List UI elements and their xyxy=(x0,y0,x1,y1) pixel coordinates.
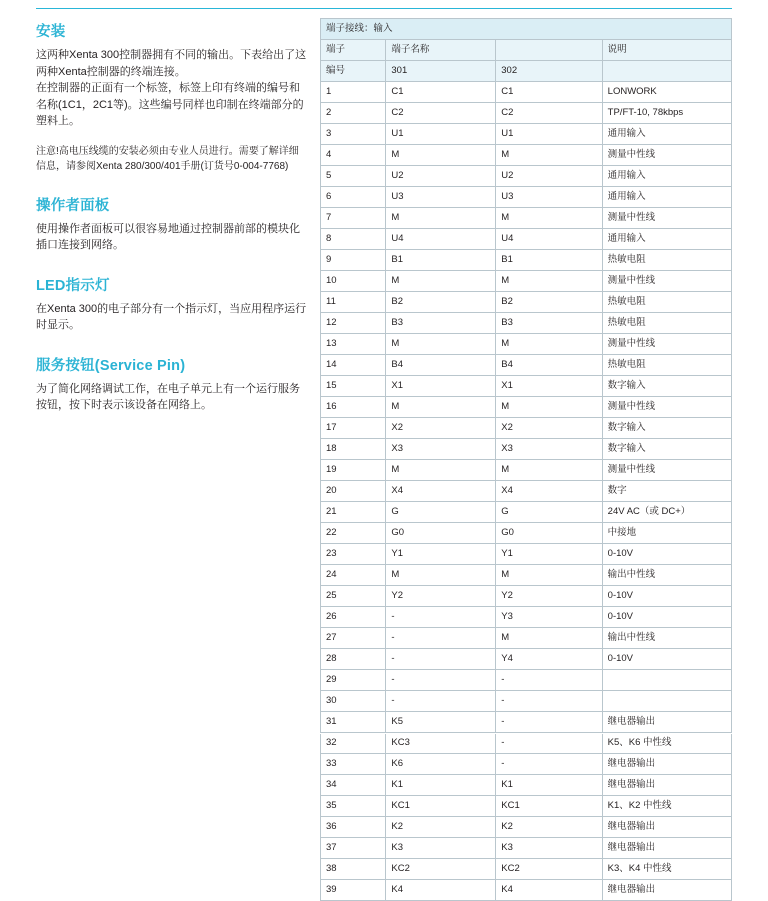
cell-name-301: Y1 xyxy=(386,544,496,565)
cell-name-302: M xyxy=(496,145,602,166)
cell-terminal-number: 32 xyxy=(321,733,386,754)
cell-description: 通用输入 xyxy=(602,187,731,208)
table-row xyxy=(321,691,732,712)
cell-name-301: U1 xyxy=(386,124,496,145)
cell-name-302: - xyxy=(496,691,602,712)
cell-description: 测量中性线 xyxy=(602,397,731,418)
cell-name-302: U1 xyxy=(496,124,602,145)
table-row xyxy=(321,586,732,607)
cell-name-302: X3 xyxy=(496,439,602,460)
cell-name-302: C2 xyxy=(496,103,602,124)
cell-name-301: K1 xyxy=(386,775,496,796)
cell-name-301: B3 xyxy=(386,313,496,334)
table-row xyxy=(321,775,732,796)
cell-name-302: M xyxy=(496,628,602,649)
cell-description: 中接地 xyxy=(602,523,731,544)
cell-description: LONWORK xyxy=(602,82,731,103)
table-row xyxy=(321,859,732,880)
cell-name-301: U2 xyxy=(386,166,496,187)
table-band-row xyxy=(321,19,732,40)
cell-terminal-number: 31 xyxy=(321,712,386,733)
cell-description: K5、K6 中性线 xyxy=(602,733,731,754)
cell-name-302: Y1 xyxy=(496,544,602,565)
table-row xyxy=(321,208,732,229)
table-header-row xyxy=(321,40,732,61)
table-band-title: 端子接线：输入 xyxy=(321,19,732,40)
table-row xyxy=(321,544,732,565)
table-row xyxy=(321,481,732,502)
cell-terminal-number: 15 xyxy=(321,376,386,397)
cell-description: 数字输入 xyxy=(602,376,731,397)
cell-description: K3、K4 中性线 xyxy=(602,859,731,880)
cell-name-302: - xyxy=(496,754,602,775)
cell-name-301: M xyxy=(386,397,496,418)
cell-terminal-number: 37 xyxy=(321,838,386,859)
cell-name-302: Y4 xyxy=(496,649,602,670)
table-row xyxy=(321,418,732,439)
cell-description: 热敏电阻 xyxy=(602,313,731,334)
cell-terminal-number: 29 xyxy=(321,670,386,691)
cell-name-302: KC1 xyxy=(496,796,602,817)
cell-name-301: X1 xyxy=(386,376,496,397)
table-row xyxy=(321,271,732,292)
cell-description: 通用输入 xyxy=(602,124,731,145)
cell-terminal-number: 11 xyxy=(321,292,386,313)
cell-name-302: - xyxy=(496,712,602,733)
cell-description xyxy=(602,691,731,712)
cell-name-302: U2 xyxy=(496,166,602,187)
cell-name-301: M xyxy=(386,565,496,586)
header-description: 说明 xyxy=(602,40,731,61)
table-row xyxy=(321,628,732,649)
subheader-number: 编号 xyxy=(321,61,386,82)
cell-terminal-number: 22 xyxy=(321,523,386,544)
cell-terminal-number: 30 xyxy=(321,691,386,712)
cell-description: TP/FT-10, 78kbps xyxy=(602,103,731,124)
cell-description: 0-10V xyxy=(602,607,731,628)
cell-description: 测量中性线 xyxy=(602,145,731,166)
table-subheader-row xyxy=(321,61,732,82)
cell-description: 继电器输出 xyxy=(602,838,731,859)
cell-description: 输出中性线 xyxy=(602,628,731,649)
cell-description: 继电器输出 xyxy=(602,880,731,901)
cell-description: 继电器输出 xyxy=(602,775,731,796)
cell-name-301: K3 xyxy=(386,838,496,859)
cell-terminal-number: 3 xyxy=(321,124,386,145)
cell-description: 数字 xyxy=(602,481,731,502)
terminal-table xyxy=(320,18,732,901)
table-row xyxy=(321,355,732,376)
cell-terminal-number: 36 xyxy=(321,817,386,838)
cell-name-301: - xyxy=(386,607,496,628)
installation-paragraph-1: 这两种Xenta 300控制器拥有不同的输出。下表给出了这两种Xenta控制器的终端连接。 xyxy=(36,49,307,78)
cell-terminal-number: 17 xyxy=(321,418,386,439)
cell-description: 0-10V xyxy=(602,544,731,565)
table-row xyxy=(321,187,732,208)
cell-name-302: B4 xyxy=(496,355,602,376)
cell-terminal-number: 14 xyxy=(321,355,386,376)
cell-name-302: M xyxy=(496,271,602,292)
cell-name-301: K6 xyxy=(386,754,496,775)
cell-description: 数字输入 xyxy=(602,418,731,439)
cell-description: 测量中性线 xyxy=(602,334,731,355)
cell-name-301: - xyxy=(386,691,496,712)
cell-terminal-number: 5 xyxy=(321,166,386,187)
cell-name-301: U4 xyxy=(386,229,496,250)
cell-name-302: Y3 xyxy=(496,607,602,628)
subheader-302: 302 xyxy=(496,61,602,82)
header-terminal-name-2 xyxy=(496,40,602,61)
header-terminal-name: 端子名称 xyxy=(386,40,496,61)
cell-name-302: M xyxy=(496,208,602,229)
cell-name-301: - xyxy=(386,649,496,670)
installation-paragraph-2: 在控制器的正面有一个标签，标签上印有终端的编号和名称(1C1，2C1等)。这些编号同样也印制在终端部分的塑料上。 xyxy=(36,82,304,127)
cell-name-302: G0 xyxy=(496,523,602,544)
cell-name-301: Y2 xyxy=(386,586,496,607)
cell-name-301: K2 xyxy=(386,817,496,838)
cell-name-301: B4 xyxy=(386,355,496,376)
cell-name-301: - xyxy=(386,670,496,691)
cell-description: 继电器输出 xyxy=(602,712,731,733)
cell-description: K1、K2 中性线 xyxy=(602,796,731,817)
section-heading-led: LED指示灯 xyxy=(36,277,110,294)
cell-terminal-number: 33 xyxy=(321,754,386,775)
subheader-description xyxy=(602,61,731,82)
cell-description: 通用输入 xyxy=(602,166,731,187)
cell-name-302: Y2 xyxy=(496,586,602,607)
cell-terminal-number: 8 xyxy=(321,229,386,250)
cell-terminal-number: 39 xyxy=(321,880,386,901)
cell-name-302: B1 xyxy=(496,250,602,271)
cell-name-301: M xyxy=(386,334,496,355)
table-row xyxy=(321,523,732,544)
cell-terminal-number: 18 xyxy=(321,439,386,460)
cell-description: 继电器输出 xyxy=(602,754,731,775)
cell-description: 热敏电阻 xyxy=(602,355,731,376)
cell-terminal-number: 34 xyxy=(321,775,386,796)
table-row xyxy=(321,607,732,628)
cell-name-302: - xyxy=(496,670,602,691)
cell-name-301: B2 xyxy=(386,292,496,313)
table-row xyxy=(321,460,732,481)
terminal-table-container xyxy=(320,18,732,901)
table-row xyxy=(321,250,732,271)
table-row xyxy=(321,733,732,754)
cell-name-301: X2 xyxy=(386,418,496,439)
cell-description: 24V AC（或 DC+） xyxy=(602,502,731,523)
led-paragraph: 在Xenta 300的电子部分有一个指示灯，当应用程序运行时显示。 xyxy=(36,302,307,331)
cell-description: 0-10V xyxy=(602,649,731,670)
section-heading-service-pin: 服务按钮(Service Pin) xyxy=(36,357,186,374)
cell-name-302: M xyxy=(496,460,602,481)
cell-name-302: X2 xyxy=(496,418,602,439)
subheader-301: 301 xyxy=(386,61,496,82)
cell-terminal-number: 7 xyxy=(321,208,386,229)
cell-terminal-number: 13 xyxy=(321,334,386,355)
cell-terminal-number: 10 xyxy=(321,271,386,292)
cell-terminal-number: 2 xyxy=(321,103,386,124)
table-row xyxy=(321,670,732,691)
cell-terminal-number: 1 xyxy=(321,82,386,103)
cell-name-302: K2 xyxy=(496,817,602,838)
cell-name-301: KC2 xyxy=(386,859,496,880)
cell-terminal-number: 6 xyxy=(321,187,386,208)
operator-panel-paragraph: 使用操作者面板可以很容易地通过控制器前部的模块化插口连接到网络。 xyxy=(36,222,300,251)
table-row xyxy=(321,166,732,187)
cell-name-302: M xyxy=(496,334,602,355)
cell-terminal-number: 23 xyxy=(321,544,386,565)
cell-name-301: K5 xyxy=(386,712,496,733)
cell-terminal-number: 24 xyxy=(321,565,386,586)
cell-description: 输出中性线 xyxy=(602,565,731,586)
cell-name-302: K4 xyxy=(496,880,602,901)
top-divider xyxy=(36,8,732,9)
section-heading-operator-panel: 操作者面板 xyxy=(36,197,110,214)
cell-terminal-number: 38 xyxy=(321,859,386,880)
cell-name-302: X4 xyxy=(496,481,602,502)
cell-name-302: M xyxy=(496,565,602,586)
cell-name-302: - xyxy=(496,733,602,754)
table-row xyxy=(321,145,732,166)
table-row xyxy=(321,502,732,523)
cell-terminal-number: 21 xyxy=(321,502,386,523)
cell-terminal-number: 28 xyxy=(321,649,386,670)
table-row xyxy=(321,439,732,460)
section-heading-installation: 安装 xyxy=(36,24,66,40)
table-row xyxy=(321,817,732,838)
table-row xyxy=(321,292,732,313)
cell-description: 0-10V xyxy=(602,586,731,607)
cell-name-301: X4 xyxy=(386,481,496,502)
table-row xyxy=(321,838,732,859)
cell-name-301: - xyxy=(386,628,496,649)
table-row xyxy=(321,376,732,397)
cell-terminal-number: 20 xyxy=(321,481,386,502)
cell-name-302: KC2 xyxy=(496,859,602,880)
cell-description: 热敏电阻 xyxy=(602,250,731,271)
cell-name-301: G xyxy=(386,502,496,523)
terminal-table-body xyxy=(321,19,732,901)
service-pin-paragraph: 为了简化网络调试工作，在电子单元上有一个运行服务按钮，按下时表示该设备在网络上。 xyxy=(36,382,300,411)
cell-name-301: B1 xyxy=(386,250,496,271)
cell-name-301: G0 xyxy=(386,523,496,544)
table-row xyxy=(321,649,732,670)
cell-name-301: U3 xyxy=(386,187,496,208)
cell-name-301: KC1 xyxy=(386,796,496,817)
cell-name-302: M xyxy=(496,397,602,418)
cell-name-302: U3 xyxy=(496,187,602,208)
table-row xyxy=(321,313,732,334)
cell-terminal-number: 35 xyxy=(321,796,386,817)
cell-name-302: U4 xyxy=(496,229,602,250)
cell-terminal-number: 19 xyxy=(321,460,386,481)
table-row xyxy=(321,565,732,586)
cell-name-301: M xyxy=(386,460,496,481)
cell-description: 继电器输出 xyxy=(602,817,731,838)
cell-name-302: K1 xyxy=(496,775,602,796)
left-content-column xyxy=(36,20,308,414)
table-row xyxy=(321,229,732,250)
cell-name-301: K4 xyxy=(386,880,496,901)
table-row xyxy=(321,796,732,817)
bottom-divider xyxy=(36,733,732,734)
cell-terminal-number: 27 xyxy=(321,628,386,649)
cell-name-301: M xyxy=(386,145,496,166)
cell-name-301: X3 xyxy=(386,439,496,460)
cell-name-301: KC3 xyxy=(386,733,496,754)
installation-note: 注意!高电压线缆的安装必须由专业人员进行。需要了解详细信息，请参阅Xenta 280/300/401手册(订货号0-004-7768) xyxy=(36,145,299,172)
cell-description: 数字输入 xyxy=(602,439,731,460)
cell-description: 热敏电阻 xyxy=(602,292,731,313)
cell-terminal-number: 9 xyxy=(321,250,386,271)
cell-terminal-number: 16 xyxy=(321,397,386,418)
cell-terminal-number: 12 xyxy=(321,313,386,334)
cell-description: 测量中性线 xyxy=(602,208,731,229)
cell-description xyxy=(602,670,731,691)
cell-name-302: B3 xyxy=(496,313,602,334)
table-row xyxy=(321,754,732,775)
cell-description: 测量中性线 xyxy=(602,271,731,292)
table-row xyxy=(321,712,732,733)
cell-description: 通用输入 xyxy=(602,229,731,250)
cell-terminal-number: 4 xyxy=(321,145,386,166)
cell-name-302: G xyxy=(496,502,602,523)
cell-name-301: M xyxy=(386,208,496,229)
table-row xyxy=(321,103,732,124)
cell-name-301: M xyxy=(386,271,496,292)
cell-name-302: X1 xyxy=(496,376,602,397)
table-row xyxy=(321,124,732,145)
cell-name-302: K3 xyxy=(496,838,602,859)
cell-name-302: B2 xyxy=(496,292,602,313)
table-row xyxy=(321,334,732,355)
header-terminal: 端子 xyxy=(321,40,386,61)
table-row xyxy=(321,397,732,418)
cell-description: 测量中性线 xyxy=(602,460,731,481)
cell-name-301: C2 xyxy=(386,103,496,124)
table-row xyxy=(321,82,732,103)
cell-terminal-number: 25 xyxy=(321,586,386,607)
cell-name-302: C1 xyxy=(496,82,602,103)
cell-name-301: C1 xyxy=(386,82,496,103)
cell-terminal-number: 26 xyxy=(321,607,386,628)
table-row xyxy=(321,880,732,901)
